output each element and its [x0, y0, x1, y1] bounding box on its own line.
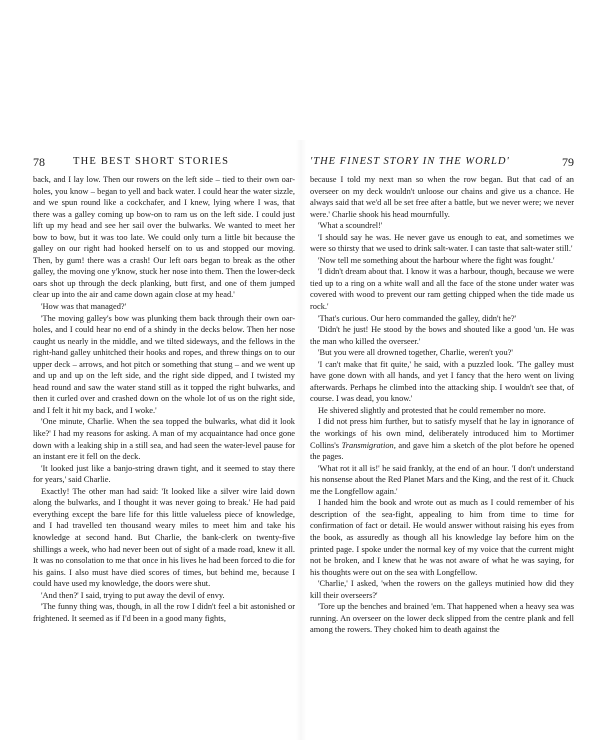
paragraph: 'I didn't dream about that. I know it was a harbour, though, because we were tied up to a ring on a white wall and all the face of the stone under water was covered with wood to prevent our ram getting chipped when the tide made us rock.' [310, 267, 574, 312]
paragraph: 'The funny thing was, though, in all the row I didn't feel a bit astonished or frightened. It seemed as if I'd been in a good many fights, [33, 602, 295, 623]
paragraph: 'And then?' I said, trying to put away the devil of envy. [41, 590, 225, 600]
paragraph: 'How was that managed?' [41, 302, 127, 312]
left-page [33, 0, 295, 750]
paragraph: 'What a scoundrel!' [318, 221, 383, 231]
page-number: 79 [562, 155, 574, 169]
page-number: 78 [33, 155, 45, 169]
running-head: THE BEST SHORT STORIES [73, 156, 230, 167]
paragraph: 'What rot it all is!' he said frankly, at the end of an hour. 'I don't understand his nonsense about the Red Planet Mars and the King, and the rest of it. Chuck me the Longfellow again.' [310, 463, 574, 496]
right-page-header [310, 155, 574, 169]
left-page-body [33, 174, 295, 624]
paragraph: 'I can't make that fit quite,' he said, with a puzzled look. 'The galley must have gone down with all hands, and yet I fancy that the hero went on living afterwards. Perhaps he climbed into the attacking ship. I wouldn't see that, of course. I was dead, you know.' [310, 359, 574, 404]
paragraph: 'Charlie,' I asked, 'when the rowers on the galleys mutinied how did they kill their overseers?' [310, 579, 574, 600]
paragraph: 'Didn't he just! He stood by the bows and shouted like a good 'un. He was the man who killed the overseer.' [310, 325, 574, 346]
right-page-body [310, 174, 574, 636]
paragraph: He shivered slightly and protested that he could remember no more. [318, 405, 546, 415]
paragraph: 'But you were all drowned together, Charlie, weren't you?' [318, 348, 513, 358]
paragraph: 'One minute, Charlie. When the sea topped the bulwarks, what did it look like?' I had my reasons for asking. A man of my acquaintance had once gone down with a leaking ship in a still sea, and had seen the water-level pause for an instant ere it fell on the deck. [33, 417, 295, 462]
paragraph: back, and I lay low. Then our rowers on the left side – tied to their own oar-holes, you know – began to yell and back water. I could hear the water sizzle, and we spun round like a cockchafer, and I knew, lying where I was, that there was a galley coming up bow-on to ram us on the left side. I could just lift up my head and see her sail over the bulwarks. We wanted to meet her bow to bow, but it was too late. We could only turn a little bit because the galley on our right had hooked herself on to us and stopped our moving. Then, by gum! there was a crash! Our left oars began to break as the other galley, the moving one y'know, stuck her nose into them. Then the lower-deck oars shot up through the deck planking, butt first, and one of them jumped clear up into the air and came down again close at my head.' [33, 175, 295, 300]
paragraph: I did not press him further, but to satisfy myself that he lay in ignorance of the workings of his own mind, deliberately introduced him to Mortimer Collins's Transmigration, and gave him a sketch of the plot before he opened the pages. [310, 417, 574, 462]
paragraph: 'The moving galley's bow was plunking them back through their own oar-holes, and I could hear no end of a shindy in the decks below. Then her nose caught us nearly in the middle, and we tilted sideways, and the fellows in the right-hand galley unhitched their hooks and ropes, and threw things on to our upper deck – arrows, and hot pitch or something that stung – and we went up and up and up on the left side, and the right side dipped, and I twisted my head round and saw the water stand still as it topped the right bulwarks, and then it curled over and crashed down on the whole lot of us on the right side, and I felt it hit my back, and I woke.' [33, 313, 295, 415]
paragraph: Exactly! The other man had said: 'It looked like a silver wire laid down along the bulwarks, and I thought it was never going to break.' He had paid everything except the bare life for this little valueless piece of knowledge, and I had travelled ten thousand weary miles to meet him and take his knowledge at second hand. But Charlie, the bank-clerk on twenty-five shillings a week, who had never been out of sight of a made road, knew it all. It was no consolation to me that once in his lives he had been forced to die for his gains. I also must have died scores of times, but behind me, because I could have used my knowledge, the doors were shut. [33, 486, 295, 589]
right-page [310, 0, 574, 750]
left-page-header [33, 155, 295, 169]
paragraph: I handed him the book and wrote out as much as I could remember of his description of the sea-fight, appealing to him from time to time for confirmation of fact or detail. He would answer without raising his eyes from the book, as assuredly as though all his knowledge lay before him on the printed page. I spoke under the normal key of my voice that the current might not be broken, and I knew that he was not aware of what he was saying, for his thoughts were out on the sea with Longfellow. [310, 498, 574, 577]
paragraph: 'It looked just like a banjo-string drawn tight, and it seemed to stay there for years,' said Charlie. [33, 463, 295, 485]
running-head: 'THE FINEST STORY IN THE WORLD' [310, 156, 510, 167]
paragraph: 'Now tell me something about the harbour where the fight was fought.' [318, 255, 555, 265]
paragraph: 'That's curious. Our hero commanded the galley, didn't he?' [318, 313, 517, 323]
book-title: Transmigration [341, 440, 394, 450]
paragraph: 'I should say he was. He never gave us enough to eat, and sometimes we were so thirsty that we used to drink salt-water. I can taste that salt-water still.' [310, 232, 574, 254]
paragraph: because I told my next man so when the row began. But that cad of an overseer on my deck wouldn't unloose our chains and give us a chance. He always said that we'd all be set free after a battle, but we never were; we never were.' Charlie shook his head mournfully. [310, 175, 574, 219]
paragraph: 'Tore up the benches and brained 'em. That happened when a heavy sea was running. An overseer on the lower deck slipped from the centre plank and fell among the rowers. They choked him to death against the [310, 602, 574, 635]
gutter [296, 140, 306, 740]
